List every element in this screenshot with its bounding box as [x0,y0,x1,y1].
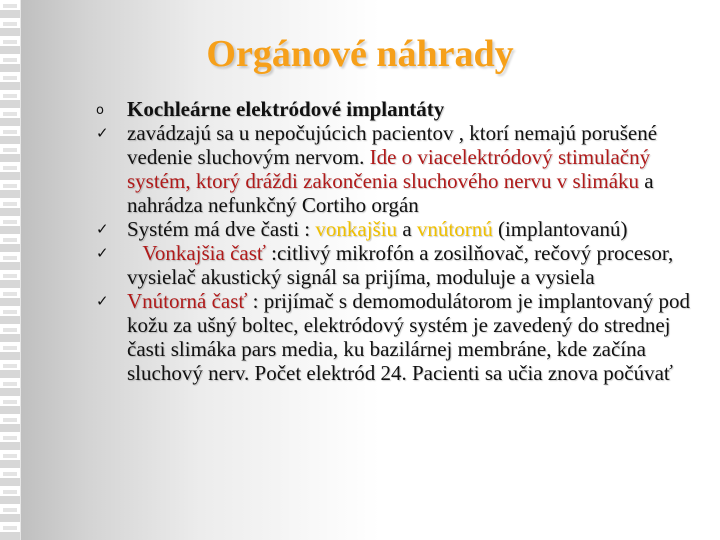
bullet-item [96,241,710,289]
text-run: vnútornú [416,217,493,241]
text-run: Vonkajšia časť [142,241,266,265]
text-run: zavádzajú sa u nepočujúcich pacientov , ktorí nemajú porušené vedenie sluchovým nervom. [127,121,658,169]
bullet-item [96,97,710,121]
checkmark-icon: ✓ [96,292,109,310]
bullet-text [127,289,690,385]
text-run [127,241,142,265]
text-run: Vnútorná časť [127,289,248,313]
text-run: Ide o viacelektródový stimulačný systém, ktorý dráždi zakončenia sluchového nervu v slimáku [127,145,651,193]
text-run: vonkajšiu [315,217,398,241]
bullet-item [96,289,710,385]
bullet-text [127,121,657,217]
text-run: (implantovanú) [492,217,628,241]
checkmark-icon: ✓ [96,220,109,238]
bullet-text [127,241,673,289]
bullet-item [96,217,710,241]
slide-title: Orgánové náhrady [206,33,514,75]
bullet-list [96,97,710,385]
text-run: :citlivý mikrofón a zosilňovač, rečový procesor, vysielač akustický signál sa prijíma, moduluje a vysiela [127,241,674,289]
bullet-item [96,121,710,217]
text-run: a [397,217,417,241]
checkmark-icon: ✓ [96,244,109,262]
text-run: : prijímač s demomodulátorom je implantovaný pod kožu za ušný boltec, elektródový systém je zavedený do strednej časti slimáka pars media, ku bazilárnej membráne, kde začína sluchový nerv. Počet elektród 24. Pacienti sa učia znova počúvať [127,289,691,385]
circle-bullet-icon: o [96,103,104,118]
checkmark-icon: ✓ [96,124,109,142]
bullet-text [127,97,444,121]
text-run: a nahrádza nefunkčný Cortiho orgán [127,169,654,217]
bullet-text [127,217,627,241]
text-run: Kochleárne elektródové implantáty [127,97,445,121]
text-run: Systém má dve časti : [127,217,316,241]
decorative-strip [0,0,21,540]
